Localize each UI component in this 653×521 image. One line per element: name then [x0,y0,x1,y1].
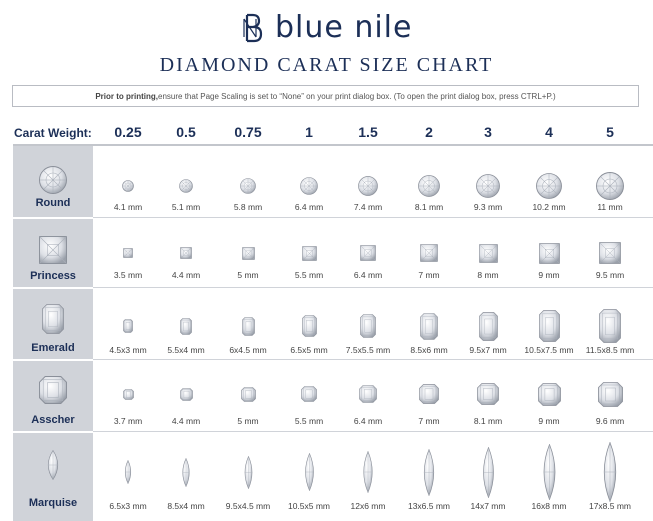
diamond-shape [598,382,623,407]
row-divider [13,287,93,289]
size-label: 10.5x5 mm [287,501,331,511]
diamond-shape [179,458,193,487]
diamond-shape [538,383,561,406]
diamond-shape [539,243,560,264]
size-label: 4.1 mm [113,202,143,212]
size-label: 6.4 mm [353,270,383,280]
size-label: 9.3 mm [473,202,503,212]
diamond-shape [358,176,378,196]
diamond-shape [302,246,317,261]
size-label: 11.5x8.5 mm [585,345,635,355]
round-diamond-icon [39,166,67,194]
size-label: 7 mm [418,270,440,280]
carat-header: 1.5 [358,124,378,140]
page-title: DIAMOND CARAT SIZE CHART [159,54,494,76]
size-label: 16x8 mm [531,501,567,511]
diamond-shape [300,177,318,195]
diamond-shape [359,385,377,403]
size-label: 5 mm [237,270,259,280]
diamond-shape [539,310,560,342]
size-label: 5.1 mm [171,202,201,212]
carat-weight-label: Carat Weight: [14,126,92,140]
size-label: 10.5x7.5 mm [524,345,574,355]
size-label: 3.7 mm [113,416,143,426]
size-label: 7 mm [418,416,440,426]
shape-label: Marquise [28,497,78,509]
size-label: 4.4 mm [171,270,201,280]
size-label: 9.6 mm [595,416,625,426]
blue-nile-monogram-icon [241,13,265,43]
diamond-shape [359,451,377,493]
diamond-shape [123,389,134,400]
diamond-shape [242,247,255,260]
size-label: 4.4 mm [171,416,201,426]
diamond-shape [598,442,622,502]
diamond-shape [301,453,318,491]
size-label: 3.5 mm [113,270,143,280]
diamond-shape [123,319,133,333]
size-label: 13x6.5 mm [407,501,451,511]
size-label: 8 mm [477,270,499,280]
carat-header: 0.5 [176,124,196,140]
size-label: 6.4 mm [294,202,324,212]
diamond-shape [536,173,562,199]
diamond-shape [302,315,317,337]
row-divider [13,431,93,433]
shape-label: Princess [30,270,76,282]
diamond-shape [301,386,317,402]
print-notice-text: ensure that Page Scaling is set to “None” on your print dialog box. (To open the print dialog box, press CTRL+P.) [158,91,556,101]
row-divider [93,217,653,218]
header-divider [13,144,653,146]
size-label: 6.5x5 mm [290,345,328,355]
diamond-shape [123,248,133,258]
carat-header: 5 [606,124,614,140]
diamond-shape [420,313,438,340]
brand-logo [0,10,653,46]
diamond-shape [599,242,621,264]
shape-label: Emerald [31,342,75,354]
carat-header: 0.25 [114,124,142,140]
size-label: 9.5 mm [595,270,625,280]
size-label: 12x6 mm [350,501,386,511]
diamond-shape [596,172,624,200]
size-label: 9 mm [538,270,560,280]
print-notice-bold: Prior to printing, [95,91,159,101]
diamond-shape [241,387,256,402]
diamond-shape [478,447,499,498]
diamond-shape [179,179,193,193]
size-label: 5.8 mm [233,202,263,212]
size-label: 6.4 mm [353,416,383,426]
brand-name: blue nile [274,10,413,45]
size-label: 8.5x6 mm [410,345,448,355]
size-label: 7.4 mm [353,202,383,212]
carat-header: 4 [545,124,553,140]
size-label: 4.5x3 mm [109,345,147,355]
diamond-shape [479,312,498,341]
size-label: 8.1 mm [473,416,503,426]
diamond-shape [360,314,376,338]
row-divider [93,431,653,432]
diamond-shape [180,388,193,401]
emerald-diamond-icon [42,304,64,334]
asscher-diamond-icon [39,376,67,404]
diamond-shape [241,456,256,489]
diamond-shape [418,175,440,197]
diamond-shape [419,449,439,496]
size-label: 5.5 mm [294,270,324,280]
diamond-shape [538,444,561,500]
marquise-diamond-icon [43,450,63,480]
carat-header: 0.75 [234,124,262,140]
diamond-shape [419,384,439,404]
diamond-shape [240,178,256,194]
size-label: 17x8.5 mm [588,501,632,511]
carat-header: 2 [425,124,433,140]
size-label: 9.5x7 mm [469,345,507,355]
row-divider [93,359,653,360]
size-label: 5.5 mm [294,416,324,426]
diamond-shape [122,180,134,192]
size-label: 6.5x3 mm [109,501,147,511]
print-notice [12,85,639,107]
size-label: 8.1 mm [414,202,444,212]
size-label: 7.5x5.5 mm [345,345,391,355]
size-label: 5.5x4 mm [167,345,205,355]
size-label: 9 mm [538,416,560,426]
shape-label: Round [35,197,71,209]
diamond-shape [420,244,438,262]
diamond-shape [180,318,192,335]
row-divider [93,287,653,288]
diamond-shape [360,245,376,261]
size-label: 8.5x4 mm [167,501,205,511]
carat-header: 3 [484,124,492,140]
diamond-shape [122,460,134,484]
size-label: 11 mm [597,202,623,212]
carat-header: 1 [305,124,313,140]
row-divider [13,217,93,219]
diamond-shape [477,383,499,405]
size-label: 10.2 mm [532,202,566,212]
row-divider [13,359,93,361]
shape-label: Asscher [31,414,75,426]
diamond-shape [476,174,500,198]
diamond-shape [479,244,498,263]
size-label: 6x4.5 mm [229,345,267,355]
princess-diamond-icon [39,236,67,264]
diamond-shape [242,317,255,336]
diamond-shape [599,309,621,343]
diamond-shape [180,247,192,259]
size-label: 14x7 mm [470,501,506,511]
size-label: 5 mm [237,416,259,426]
size-label: 9.5x4.5 mm [225,501,271,511]
